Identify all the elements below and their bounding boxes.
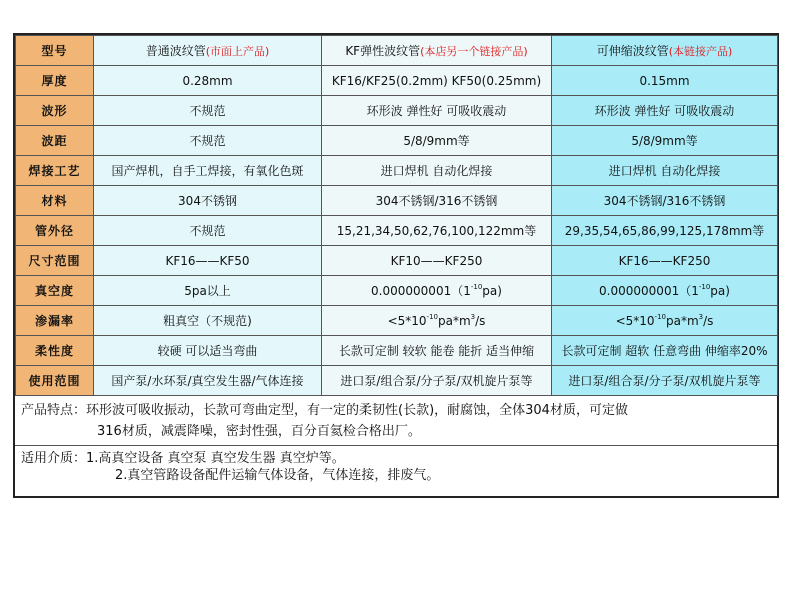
cell-col1: 粗真空（不规范)	[94, 306, 322, 336]
leak-mid: pa*m	[437, 314, 471, 328]
cell-col1: 国产焊机，自手工焊接，有氧化色斑	[94, 156, 322, 186]
col3-name: 可伸缩波纹管	[596, 44, 669, 58]
vacuum-unit: pa)	[482, 284, 502, 298]
vacuum-base: 0.000000001（1	[371, 284, 471, 298]
leak-exponent2: 3	[470, 313, 476, 321]
vacuum-unit: pa)	[710, 284, 730, 298]
vacuum-exponent: -10	[470, 283, 483, 291]
table-row	[16, 246, 778, 276]
spec-sheet	[13, 33, 779, 498]
row-label: 波距	[16, 126, 94, 156]
cell-col2: 15,21,34,50,62,76,100,122mm等	[322, 216, 552, 246]
cell-col2: 进口焊机 自动化焊接	[322, 156, 552, 186]
leak-exponent: -10	[426, 313, 438, 321]
cell-col2: 环形波 弹性好 可吸收震动	[322, 96, 552, 126]
header-col3	[552, 36, 778, 66]
notes-section	[15, 396, 777, 484]
cell-col2: KF10——KF250	[322, 246, 552, 276]
cell-col2: 304不锈钢/316不锈钢	[322, 186, 552, 216]
row-label: 使用范围	[16, 366, 94, 396]
col1-note: (市面上产品)	[205, 45, 270, 58]
leak-exponent: -10	[654, 313, 666, 321]
cell-col2: 进口泵/组合泵/分子泵/双机旋片泵等	[322, 366, 552, 396]
leak-exponent2: 3	[698, 313, 704, 321]
cell-col1: KF16——KF50	[94, 246, 322, 276]
row-label: 尺寸范围	[16, 246, 94, 276]
table-row	[16, 336, 778, 366]
cell-col3: 29,35,54,65,86,99,125,178mm等	[552, 216, 778, 246]
cell-col2: 长款可定制 较软 能卷 能折 适当伸缩	[322, 336, 552, 366]
vacuum-exponent: -10	[698, 283, 711, 291]
row-label: 柔性度	[16, 336, 94, 366]
header-col1	[94, 36, 322, 66]
row-label: 材料	[16, 186, 94, 216]
cell-col3: 5/8/9mm等	[552, 126, 778, 156]
cell-col2	[322, 276, 552, 306]
cell-col3: 长款可定制 超软 任意弯曲 伸缩率20%	[552, 336, 778, 366]
cell-col3: 环形波 弹性好 可吸收震动	[552, 96, 778, 126]
cell-col2: KF16/KF25(0.2mm) KF50(0.25mm)	[322, 66, 552, 96]
cell-col1: 304不锈钢	[94, 186, 322, 216]
cell-col1: 国产泵/水环泵/真空发生器/气体连接	[94, 366, 322, 396]
features-line1: 产品特点：环形波可吸收振动，长款可弯曲定型，有一定的柔韧性(长款)，耐腐蚀，全体304材质，可定做	[21, 403, 628, 418]
cell-col1: 5pa以上	[94, 276, 322, 306]
header-col2	[322, 36, 552, 66]
table-row	[16, 366, 778, 396]
leak-mid: pa*m	[665, 314, 699, 328]
leak-pre: <5*10	[387, 314, 427, 328]
table-row	[16, 186, 778, 216]
table-row	[16, 96, 778, 126]
features-line2: 316材质，减震降噪，密封性强，百分百氦检合格出厂。	[97, 424, 421, 439]
cell-col3: KF16——KF250	[552, 246, 778, 276]
row-label: 厚度	[16, 66, 94, 96]
cell-col3: 0.15mm	[552, 66, 778, 96]
cell-col1: 较硬 可以适当弯曲	[94, 336, 322, 366]
cell-col3: 进口泵/组合泵/分子泵/双机旋片泵等	[552, 366, 778, 396]
cell-col2	[322, 306, 552, 336]
cell-col2: 5/8/9mm等	[322, 126, 552, 156]
row-label: 渗漏率	[16, 306, 94, 336]
row-label: 真空度	[16, 276, 94, 306]
col2-name: KF弹性波纹管	[345, 44, 421, 58]
media-line1: 适用介质：1.高真空设备 真空泵 真空发生器 真空炉等。	[21, 451, 345, 466]
cell-col3: 进口焊机 自动化焊接	[552, 156, 778, 186]
table-row	[16, 126, 778, 156]
leak-post: /s	[703, 314, 714, 328]
col3-note: (本链接产品)	[668, 45, 733, 58]
table-row	[16, 306, 778, 336]
applicable-media	[15, 446, 777, 484]
col2-note: (本店另一个链接产品)	[420, 45, 528, 58]
vacuum-base: 0.000000001（1	[599, 284, 699, 298]
cell-col1: 不规范	[94, 216, 322, 246]
media-line2: 2.真空管路设备配件运输气体设备，气体连接，排废气。	[115, 468, 440, 483]
cell-col3	[552, 306, 778, 336]
cell-col1: 不规范	[94, 126, 322, 156]
table-row	[16, 276, 778, 306]
cell-col1: 0.28mm	[94, 66, 322, 96]
leak-pre: <5*10	[615, 314, 655, 328]
row-label: 焊接工艺	[16, 156, 94, 186]
leak-post: /s	[475, 314, 486, 328]
row-label: 型号	[16, 36, 94, 66]
cell-col3: 304不锈钢/316不锈钢	[552, 186, 778, 216]
table-row	[16, 66, 778, 96]
comparison-table	[15, 35, 778, 396]
table-row	[16, 216, 778, 246]
table-row	[16, 156, 778, 186]
cell-col3	[552, 276, 778, 306]
col1-name: 普通波纹管	[145, 44, 206, 58]
cell-col1: 不规范	[94, 96, 322, 126]
row-label: 管外径	[16, 216, 94, 246]
product-features	[15, 396, 777, 446]
header-row	[16, 36, 778, 66]
row-label: 波形	[16, 96, 94, 126]
